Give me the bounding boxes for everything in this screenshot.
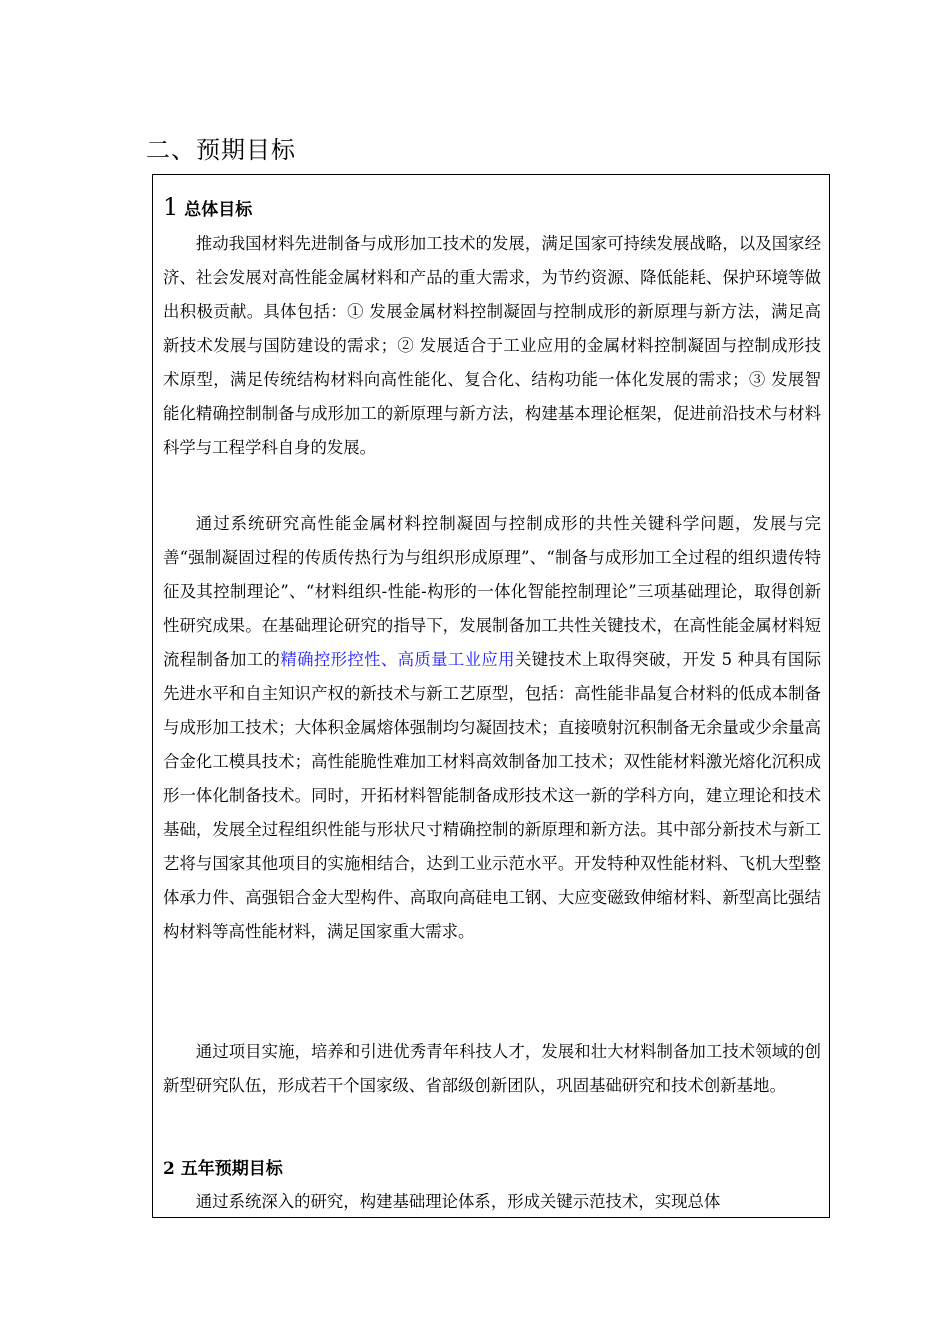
section-2-number: 2: [163, 1159, 175, 1179]
goals-content-box: [152, 174, 830, 1218]
section-1-title: [163, 195, 252, 222]
paragraph-2-text-before: 通过系统研究高性能金属材料控制凝固与控制成形的共性关键科学问题，发展与完善“强制凝固过程的传质传热行为与组织形成原理”、“制备与成形加工全过程的组织遗传特征及其控制理论”、“材料组织-性能-构形的一体化智能控制理论”三项基础理论，取得创新性研究成果。在基础理论研究的指导下，发展制备加工共性关键技术，在高性能金属材料短流程制备加工的: [163, 514, 821, 669]
section-2-title: [163, 1157, 283, 1181]
paragraph-2-text-after: 关键技术上取得突破，开发 5 种具有国际先进水平和自主知识产权的新技术与新工艺原型，包括：高性能非晶复合材料的低成本制备与成形加工技术；大体积金属熔体强制均匀凝固技术；直接喷射沉积制备无余量或少余量高合金化工模具技术；高性能脆性难加工材料高效制备加工技术；双性能材料激光熔化沉积成形一体化制备技术。同时，开拓材料智能制备成形技术这一新的学科方向，建立理论和技术基础，发展全过程组织性能与形状尺寸精确控制的新原理和新方法。其中部分新技术与新工艺将与国家其他项目的实施相结合，达到工业示范水平。开发特种双性能材料、飞机大型整体承力件、高强铝合金大型构件、高取向高硅电工钢、大应变磁致伸缩材料、新型高比强结构材料等高性能材料，满足国家重大需求。: [163, 650, 822, 941]
section-2-paragraph-1: 通过系统深入的研究，构建基础理论体系，形成关键示范技术，实现总体: [195, 1192, 721, 1211]
section-1-number: 1: [163, 193, 179, 221]
section-1-paragraph-3: 通过项目实施，培养和引进优秀青年科技人才，发展和壮大材料制备加工技术领域的创新型研究队伍，形成若干个国家级、省部级创新团队，巩固基础研究和技术创新基地。: [163, 1042, 821, 1095]
section-1-paragraph-2: [163, 507, 821, 949]
section-2-title-text: 五年预期目标: [180, 1159, 283, 1179]
section-1-title-text: 总体目标: [184, 200, 253, 220]
page-heading: 二、预期目标: [146, 136, 296, 164]
section-1-paragraph-1: 推动我国材料先进制备与成形加工技术的发展，满足国家可持续发展战略，以及国家经济、社会发展对高性能金属材料和产品的重大需求，为节约资源、降低能耗、保护环境等做出积极贡献。具体包括：① 发展金属材料控制凝固与控制成形的新原理与新方法，满足高新技术发展与国防建设的需求；② 发展适合于工业应用的金属材料控制凝固与控制成形技术原型，满足传统结构材料向高性能化、复合化、结构功能一体化发展的需求；③ 发展智能化精确控制制备与成形加工的新原理与新方法，构建基本理论框架，促进前沿技术与材料科学与工程学科自身的发展。: [163, 234, 821, 457]
paragraph-2-highlight-text: 精确控形控性、高质量工业应用: [280, 650, 515, 669]
